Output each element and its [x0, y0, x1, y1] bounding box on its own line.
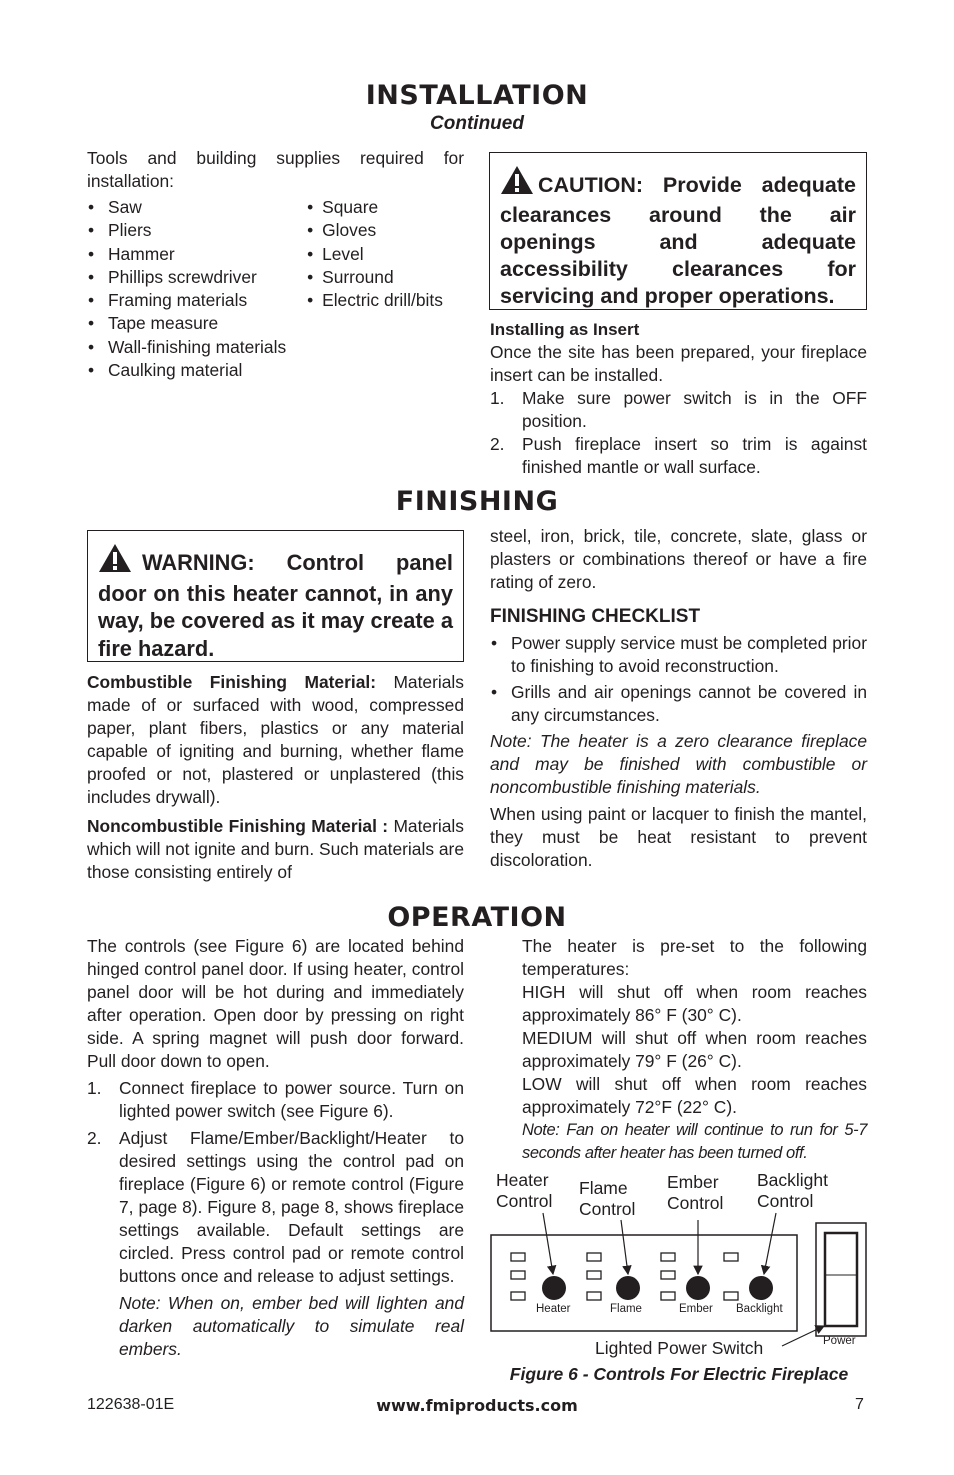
continued-text: steel, iron, brick, tile, concrete, slate, glass or plasters or combinations thereof or have a fire rating of zero. [490, 526, 867, 592]
list-item: • Phillips screwdriver [87, 266, 306, 289]
combustible-paragraph: Combustible Finishing Material: Materials made of or surfaced with wood, compressed paper, plant fibers, plastics or any material capable of igniting and burning, whether flame proofed or not, plastered or unplastered (this includes drywall). [87, 672, 464, 807]
finishing-materials [87, 671, 464, 884]
list-item: • Electric drill/bits [306, 289, 464, 312]
warning-box [87, 530, 464, 662]
fan-note: Note: Fan on heater will continue to run for 5-7 seconds after heater has been turned off. [522, 1121, 867, 1162]
installation-title: INSTALLATION [365, 80, 589, 111]
ember-note: Note: When on, ember bed will lighten and darken automatically to simulate real embers. [119, 1293, 464, 1359]
finishing-note: Note: The heater is a zero clearance fireplace and may be finished with combustible or noncombustible finishing materials. [490, 731, 867, 797]
checklist-heading: FINISHING CHECKLIST [490, 606, 701, 627]
high-text: HIGH will shut off when room reaches approximately 86° F (30° C). [522, 982, 867, 1025]
operation-intro: The controls (see Figure 6) are located behind hinged control panel door. If using heater, control panel door will be hot during and immediately after operation. Open door by pressing on right side. A spring magnet will push door forward. Pull door down to open. [87, 936, 464, 1071]
figure-caption: Figure 6 - Controls For Electric Fireplace [509, 1364, 849, 1384]
ember-control-label: Ember Control [667, 1172, 724, 1213]
installation-subtitle: Continued [430, 113, 524, 134]
website-url: www.fmiproducts.com [376, 1396, 578, 1415]
list-item: 1. Connect fireplace to power source. Turn on lighted power switch (see Figure 6). [87, 1078, 464, 1121]
insert-text: Once the site has been prepared, your fireplace insert can be installed. [490, 342, 867, 385]
list-item: • Square [306, 196, 464, 219]
warning-text: WARNING: Control panel door on this heater cannot, in any way, be covered as it may create a fire hazard. [98, 543, 453, 662]
noncombustible-paragraph: Noncombustible Finishing Material : Materials which will not ignite and burn. Such materials are those consisting entirely of [87, 816, 464, 882]
list-item: • Framing materials [87, 289, 306, 312]
list-item: • Gloves [306, 219, 464, 242]
list-item: 1. Make sure power switch is in the OFF position. [490, 388, 867, 431]
heater-control-label: Heater Control [496, 1170, 553, 1211]
tools-section [87, 147, 464, 382]
backlight-button-label: Backlight [736, 1303, 783, 1315]
list-item: • Power supply service must be completed prior to finishing to avoid reconstruction. [490, 632, 867, 678]
controls-figure [486, 1168, 870, 1358]
list-item: • Wall-finishing materials [87, 336, 306, 359]
tools-list-1 [87, 196, 306, 382]
insert-steps [490, 387, 867, 479]
low-text: LOW will shut off when room reaches approximately 72°F (22° C). [522, 1074, 867, 1117]
caution-box [489, 152, 867, 310]
operation-title: OPERATION [387, 902, 567, 933]
paint-text: When using paint or lacquer to finish the mantel, they must be heat resistant to prevent discoloration. [490, 804, 867, 870]
list-item: • Grills and air openings cannot be covered in any circumstances. [490, 681, 867, 727]
heater-button-label: Heater [536, 1303, 571, 1315]
list-item: • Surround [306, 266, 464, 289]
operation-right [522, 935, 867, 1165]
lighted-switch-label: Lighted Power Switch [595, 1338, 764, 1358]
list-item: • Saw [87, 196, 306, 219]
caution-text: CAUTION: Provide adequate clearances around the air openings and adequate accessibility clearances for servicing and proper operations. [500, 165, 856, 310]
list-item: 2. Adjust Flame/Ember/Backlight/Heater to desired settings using the control pad on fireplace (Figure 6) or remote control (Figure 7, page 8). Figure 8, page 8, shows fireplace settings available. Default settings are circled. Press control pad or remote control buttons once and release to adjust settings. [87, 1128, 464, 1286]
warning-triangle-icon [98, 543, 132, 580]
control-panel-diagram [486, 1168, 870, 1358]
power-label: Power [823, 1335, 856, 1347]
document-code: 122638-01E [87, 1396, 175, 1413]
operation-steps [87, 1077, 464, 1288]
flame-button-label: Flame [610, 1303, 642, 1315]
list-item: • Caulking material [87, 359, 306, 382]
warning-triangle-icon [500, 165, 534, 202]
insert-heading: Installing as Insert [490, 320, 640, 339]
tools-list-2 [306, 196, 464, 382]
page-number: 7 [855, 1396, 864, 1413]
tools-intro: Tools and building supplies required for installation: [87, 148, 464, 191]
insert-section [490, 318, 867, 479]
preset-text: The heater is pre-set to the following temperatures: [522, 936, 867, 979]
list-item: • Tape measure [87, 312, 306, 335]
checklist [490, 632, 867, 727]
backlight-control-label: Backlight Control [757, 1170, 829, 1211]
list-item: • Pliers [87, 219, 306, 242]
list-item: 2. Push fireplace insert so trim is against finished mantle or wall surface. [490, 434, 867, 477]
flame-control-label: Flame Control [579, 1178, 636, 1219]
list-item: • Hammer [87, 243, 306, 266]
list-item: • Level [306, 243, 464, 266]
medium-text: MEDIUM will shut off when room reaches approximately 79° F (26° C). [522, 1028, 867, 1071]
finishing-right [490, 525, 867, 872]
operation-left [87, 935, 464, 1361]
finishing-title: FINISHING [395, 486, 559, 517]
ember-button-label: Ember [679, 1303, 713, 1315]
